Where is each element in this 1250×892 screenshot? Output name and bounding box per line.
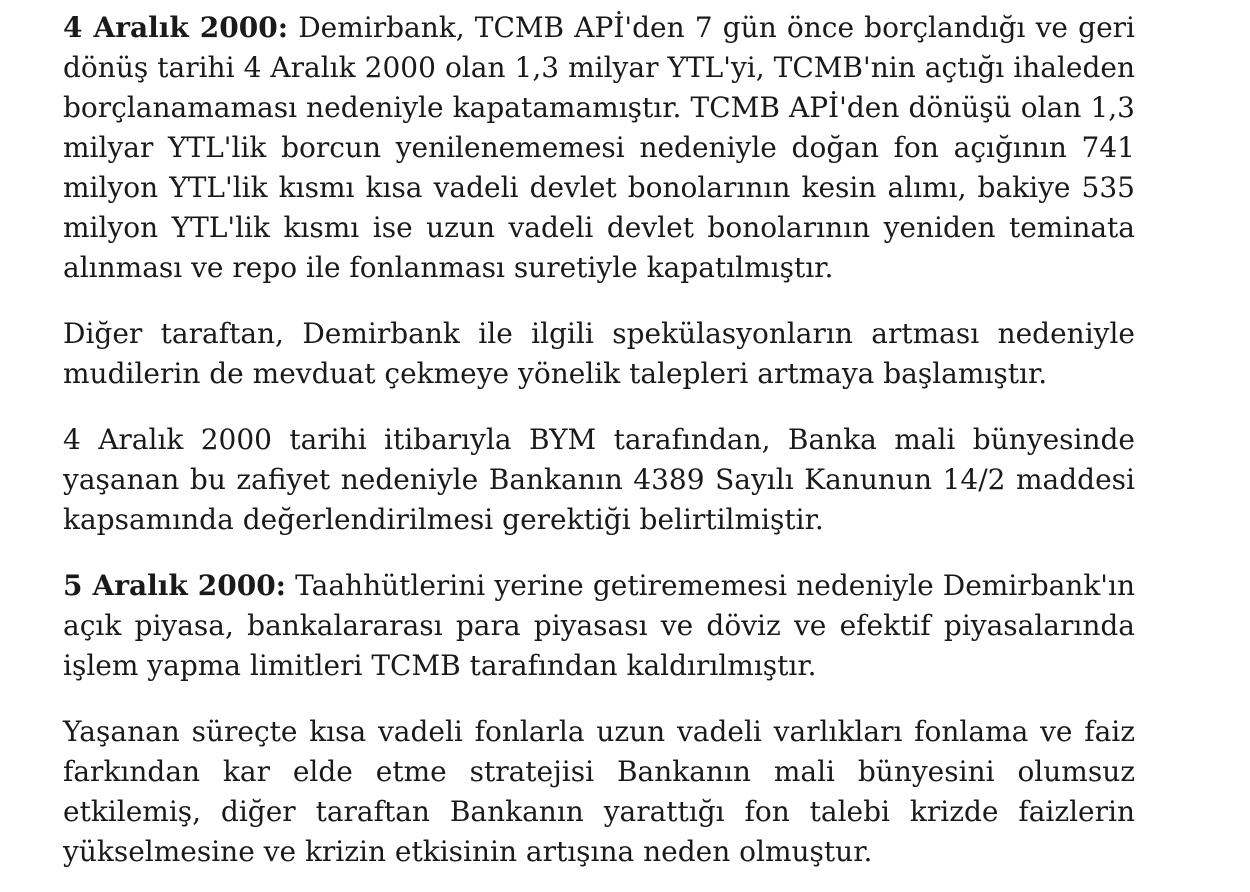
paragraph-dec-5-limits [63,566,1135,686]
paragraph-text: Yaşanan süreçte kısa vadeli fonlarla uzun vadeli varlıkları fonlama ve faiz farkından kar elde etme stratejisi Bankanın mali bünyesini olumsuz etkilemiş, diğer taraftan Bankanın yarattığı fon talebi krizde faizlerin yükselmesine ve krizin etkisinin artışına neden olmuştur. [63,715,1135,868]
paragraph-text: Demirbank, TCMB APİ'den 7 gün önce borçlandığı ve geri dönüş tarihi 4 Aralık 2000 olan 1,3 milyar YTL'yi, TCMB'nin açtığı ihaleden borçlanamaması nedeniyle kapatamamıştır. TCMB APİ'den dönüşü olan 1,3 milyar YTL'lik borcun yenilenememesi nedeniyle doğan fon açığının 741 milyon YTL'lik kısmı kısa vadeli devlet bonolarının kesin alımı, bakiye 535 milyon YTL'lik kısmı ise uzun vadeli devlet bonolarının yeniden teminata alınması ve repo ile fonlanması suretiyle kapatılmıştır. [63,11,1135,284]
date-heading: 5 Aralık 2000: [63,569,287,602]
paragraph-text: Taahhütlerini yerine getirememesi nedeniyle Demirbank'ın açık piyasa, bankalararası para piyasası ve döviz ve efektif piyasalarında işlem yapma limitleri TCMB tarafından kaldırılmıştır. [63,569,1135,682]
document-body [63,8,1135,872]
paragraph-deposit-withdrawals [63,314,1135,394]
paragraph-text: 4 Aralık 2000 tarihi itibarıyla BYM tarafından, Banka mali bünyesinde yaşanan bu zafiyet nedeniyle Bankanın 4389 Sayılı Kanunun 14/2 maddesi kapsamında değerlendirilmesi gerektiği belirtilmiştir. [63,423,1135,536]
date-heading: 4 Aralık 2000: [63,11,289,44]
paragraph-dec-4-borrowing [63,8,1135,288]
paragraph-text: Diğer taraftan, Demirbank ile ilgili spekülasyonların artması nedeniyle mudilerin de mevduat çekmeye yönelik talepleri artmaya başlamıştır. [63,317,1135,390]
paragraph-strategy-impact [63,712,1135,872]
paragraph-bym-assessment [63,420,1135,540]
